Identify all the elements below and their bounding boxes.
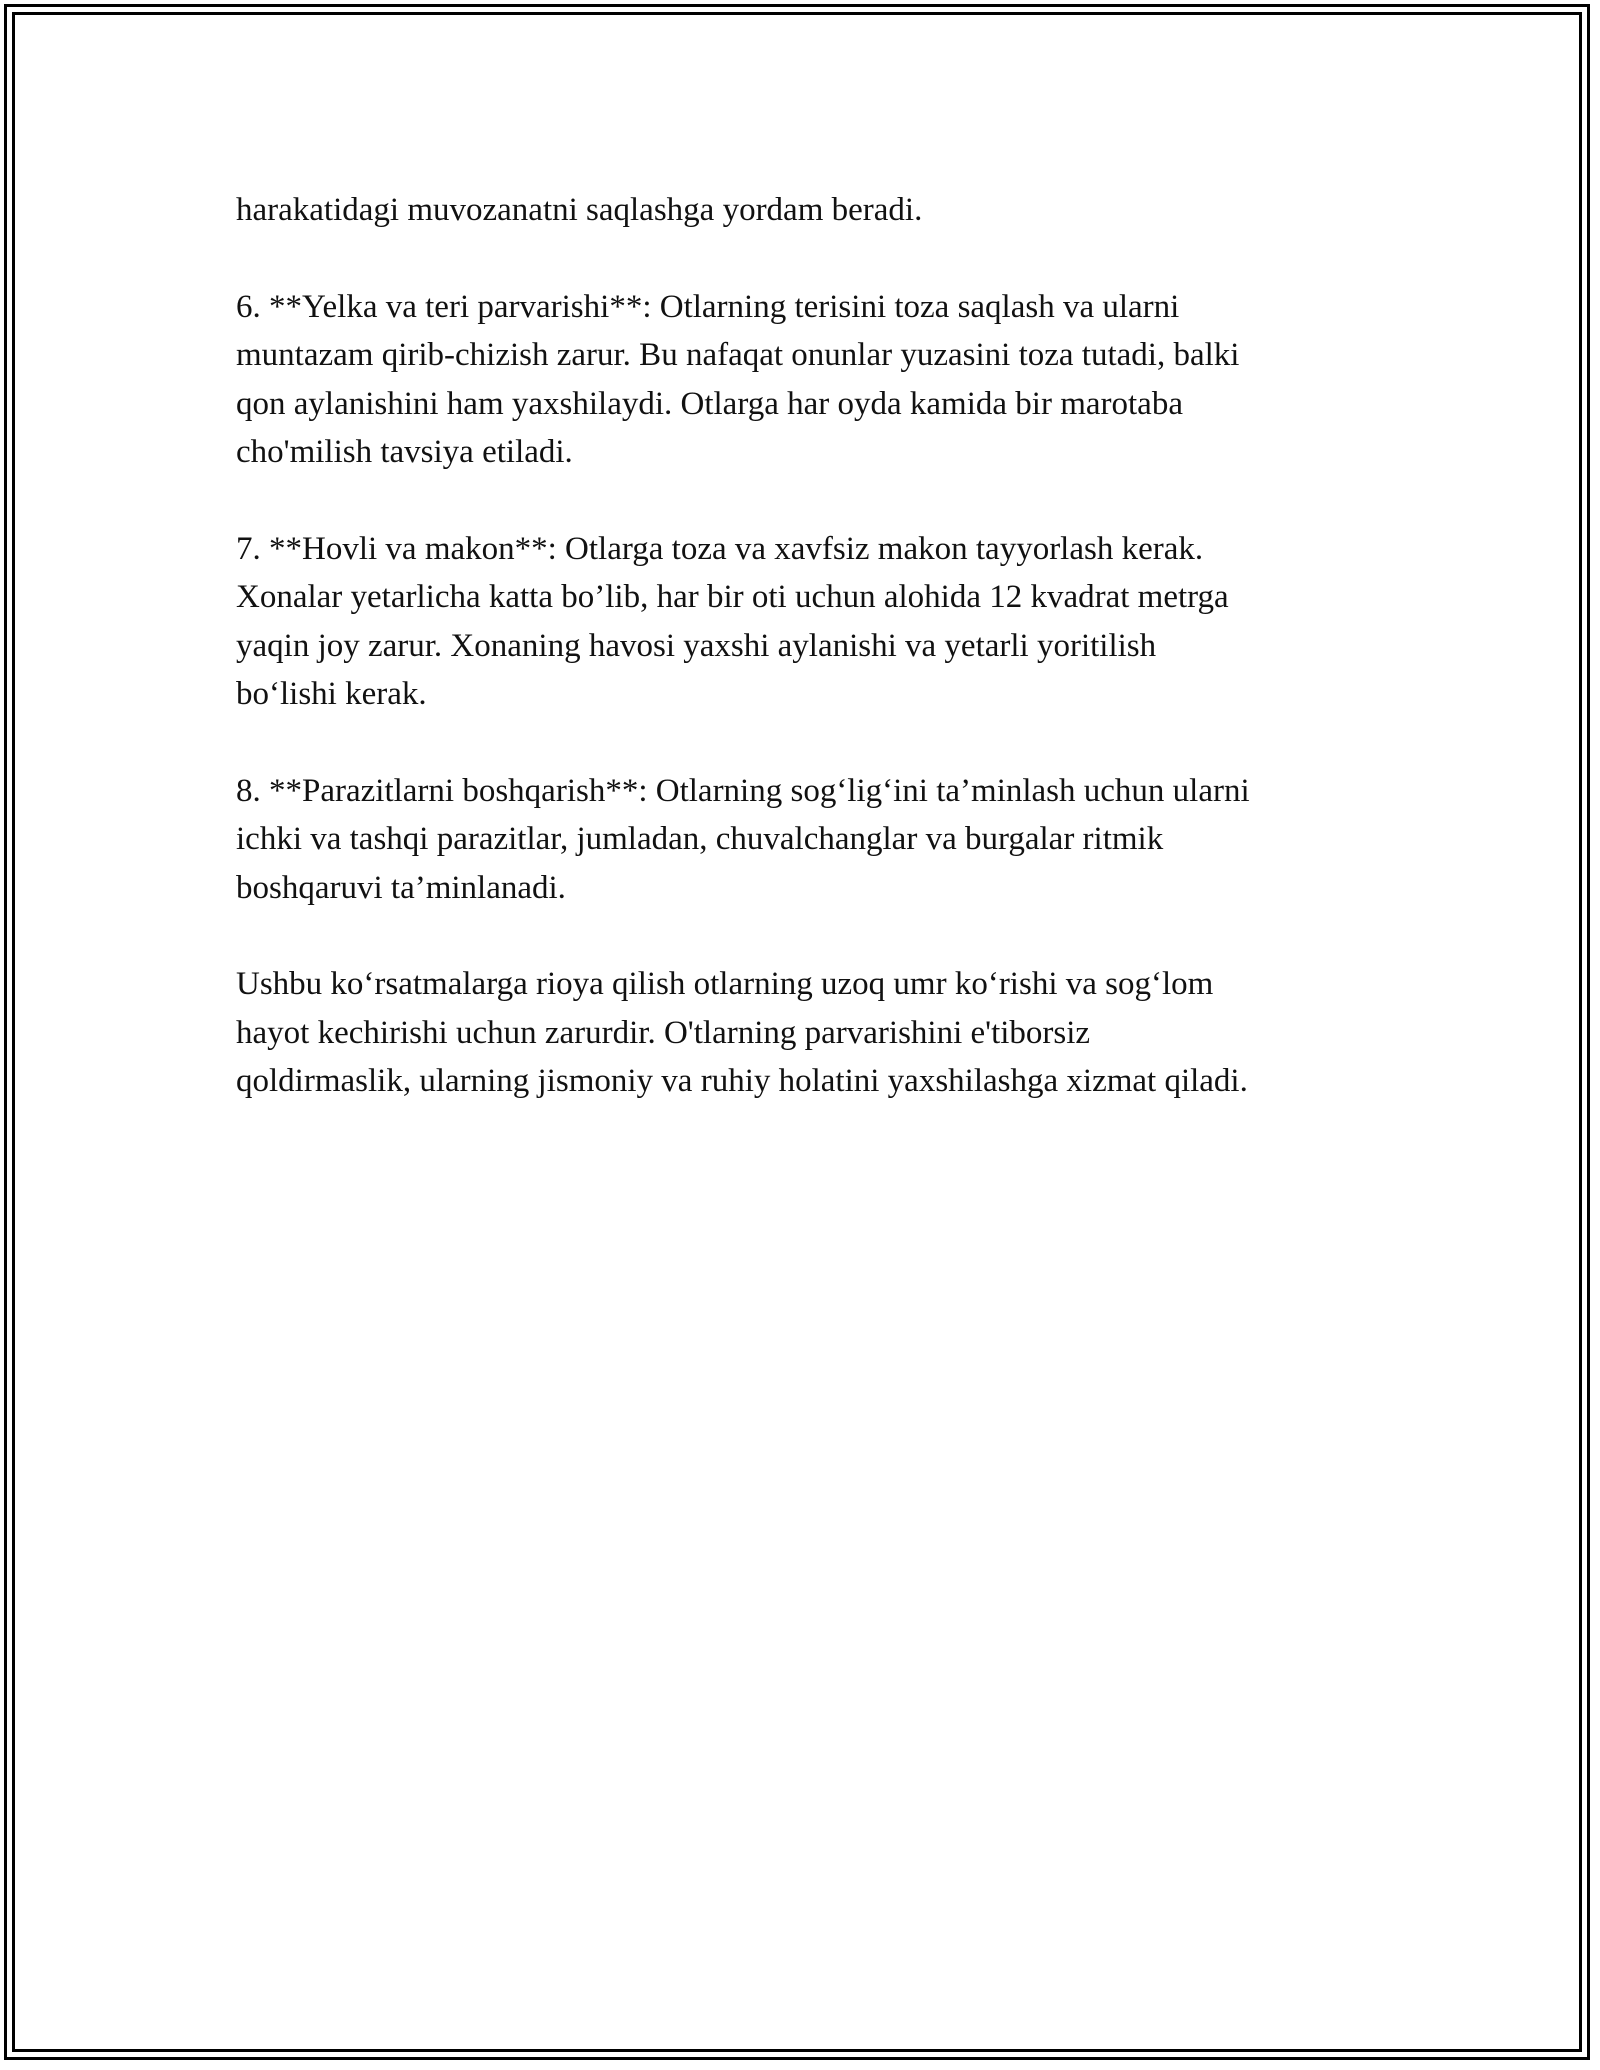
text-line: 7. **Hovli va makon**: Otlarga toza va xavfsiz makon tayyorlash kerak.	[236, 530, 1204, 567]
text-line: harakatidagi muvozanatni saqlashga yordam beradi.	[236, 192, 923, 228]
document-body	[236, 186, 1376, 1154]
text-line: qoldirmaslik, ularning jismoniy va ruhiy holatini yaxshilashga xizmat qiladi.	[236, 1063, 1248, 1099]
text-line: Ushbu ko‘rsatmalarga rioya qilish otlarning uzoq umr ko‘rishi va sog‘lom	[236, 966, 1214, 1002]
paragraph-continuation	[236, 186, 1376, 235]
text-line: bo‘lishi kerak.	[236, 676, 427, 712]
text-line: muntazam qirib-chizish zarur. Bu nafaqat onunlar yuzasini toza tutadi, balki	[236, 337, 1240, 373]
text-line: Xonalar yetarlicha katta bo’lib, har bir oti uchun alohida 12 kvadrat metrga	[236, 579, 1229, 615]
text-line: boshqaruvi ta’minlanadi.	[236, 869, 566, 906]
text-line: 8. **Parazitlarni boshqarish**: Otlarning sog‘lig‘ini ta’minlash uchun ularni	[236, 772, 1250, 809]
text-line: ichki va tashqi parazitlar, jumladan, chuvalchanglar va burgalar ritmik	[236, 821, 1164, 857]
text-line: yaqin joy zarur. Xonaning havosi yaxshi aylanishi va yetarli yoritilish	[236, 627, 1157, 664]
paragraph-item-7	[236, 525, 1376, 719]
text-line: qon aylanishini ham yaxshilaydi. Otlarga har oyda kamida bir marotaba	[236, 385, 1183, 422]
text-line: 6. **Yelka va teri parvarishi**: Otlarning terisini toza saqlash va ularni	[236, 288, 1180, 325]
text-line: hayot kechirishi uchun zarurdir. O'tlarning parvarishini e'tiborsiz	[236, 1014, 1091, 1051]
paragraph-item-8	[236, 767, 1376, 913]
paragraph-conclusion	[236, 960, 1376, 1106]
text-line: cho'milish tavsiya etiladi.	[236, 434, 573, 470]
paragraph-item-6	[236, 283, 1376, 477]
